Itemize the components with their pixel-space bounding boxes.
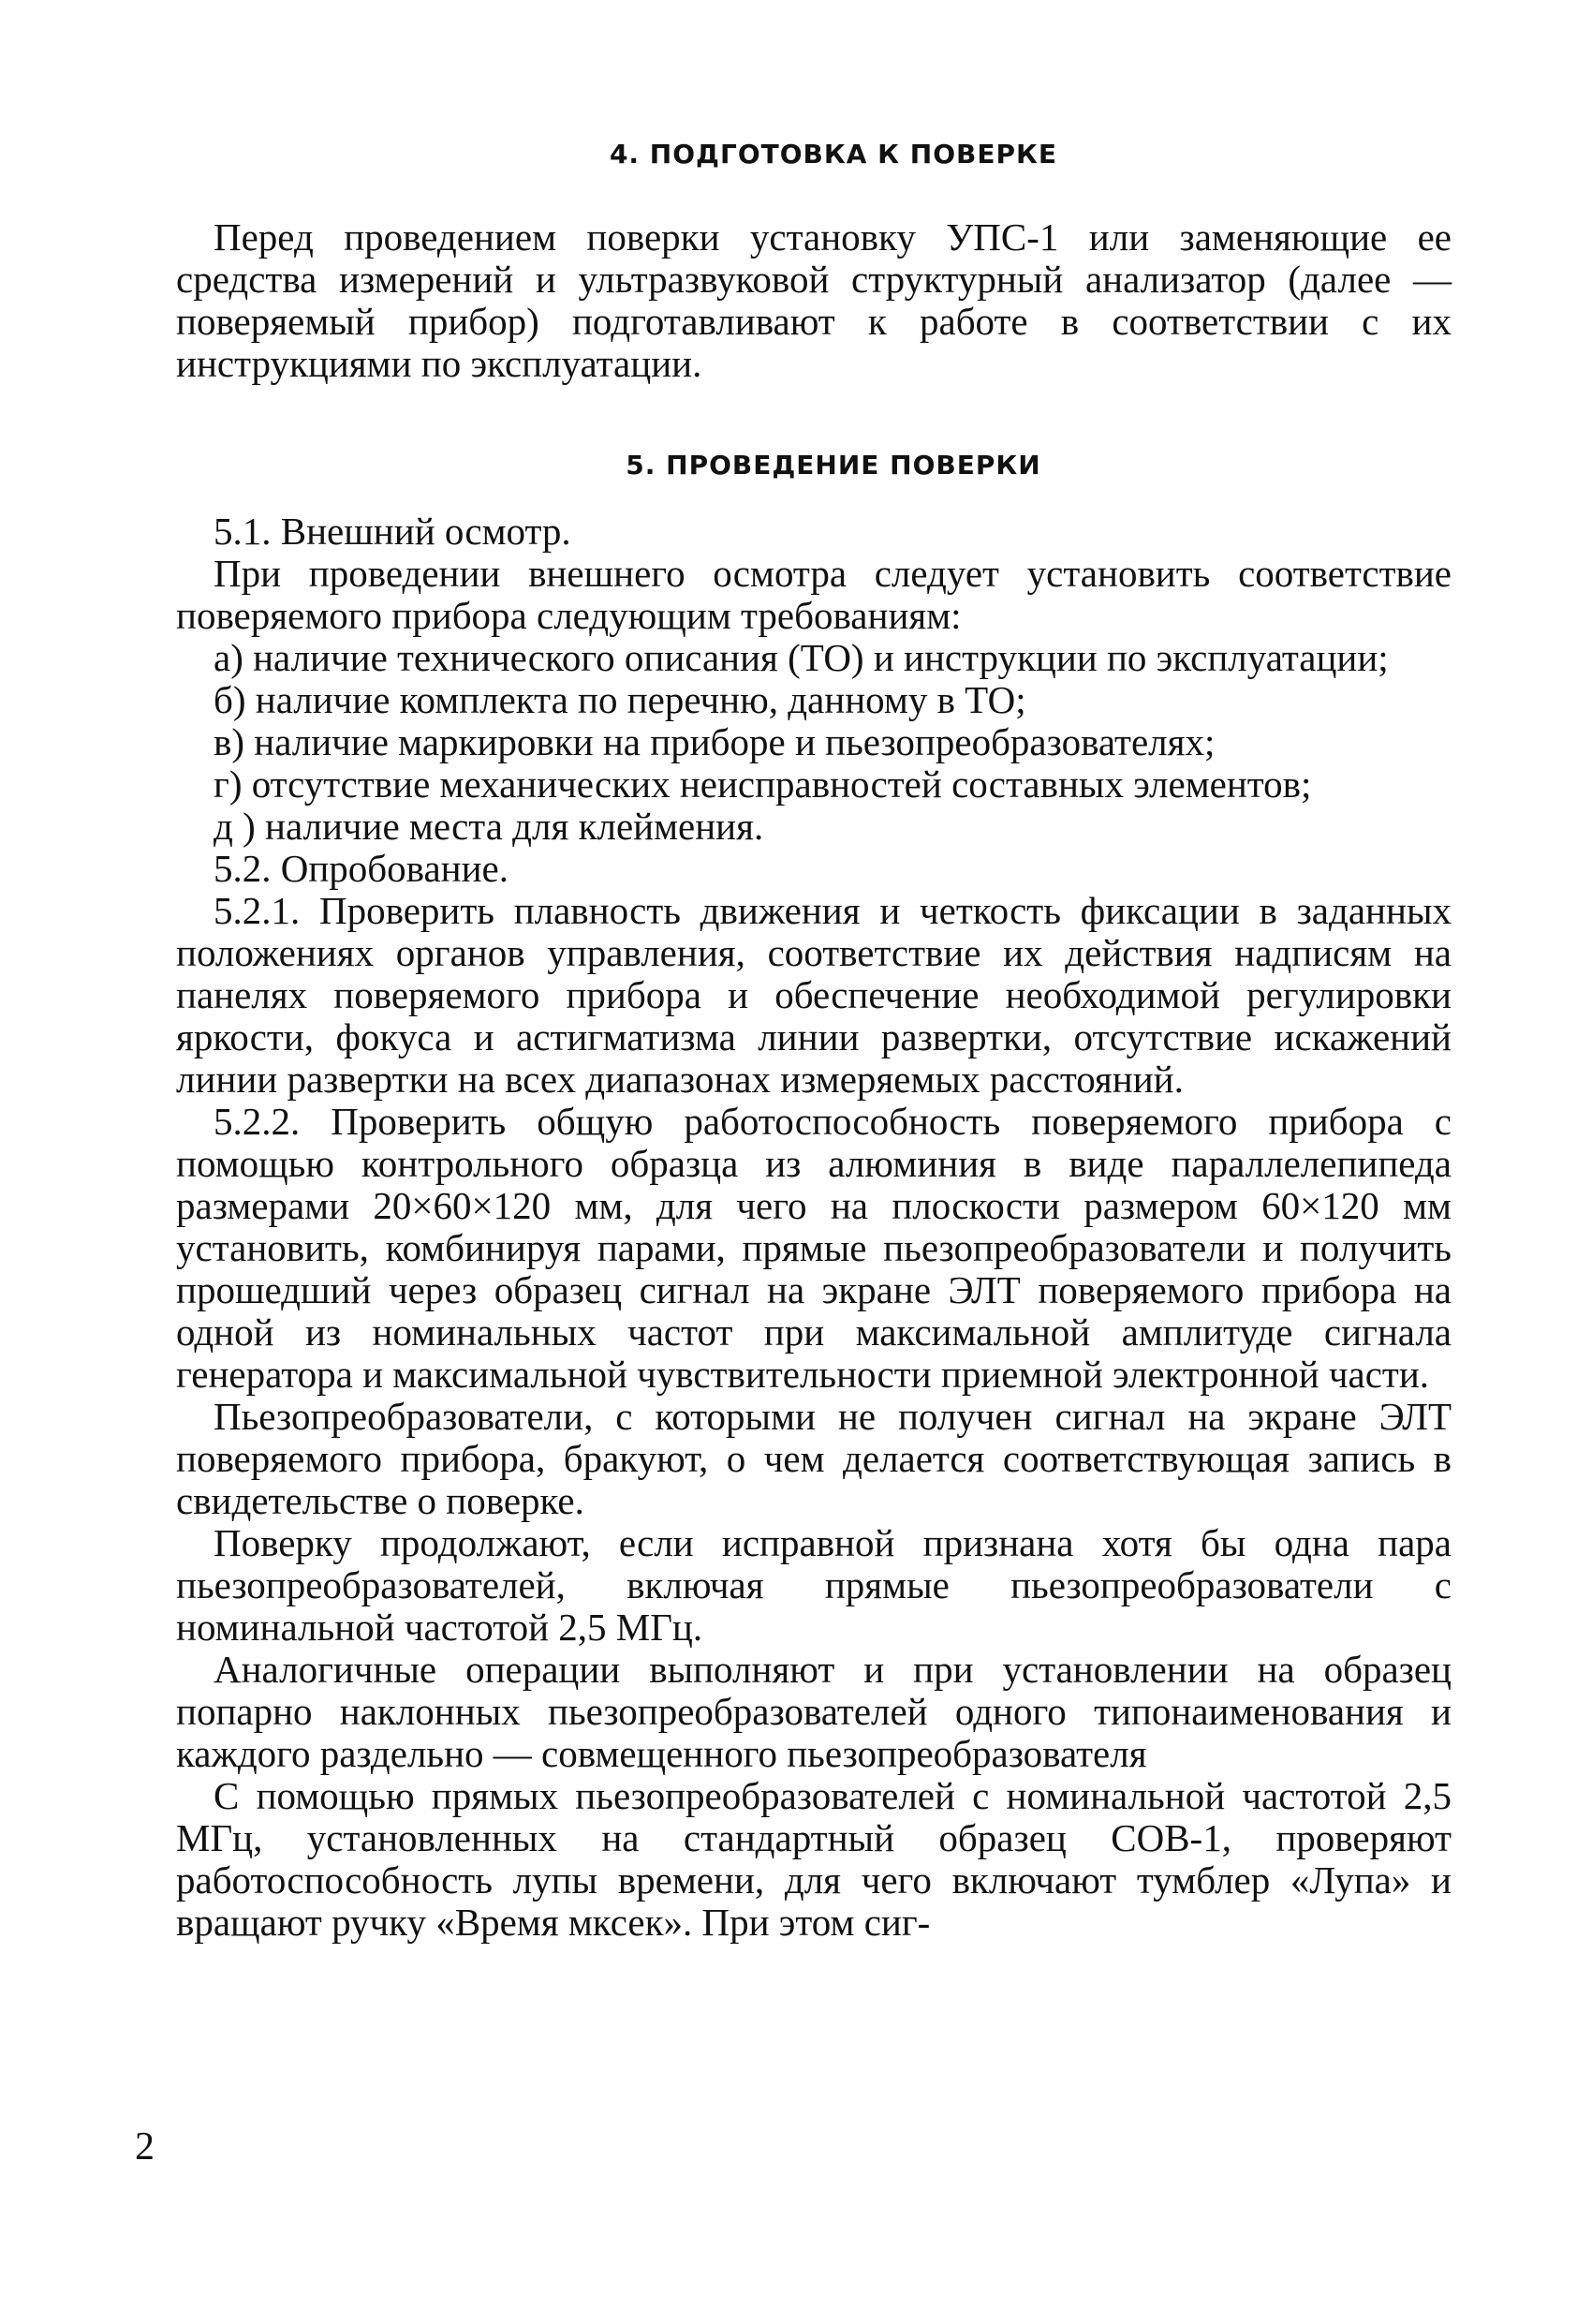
section-5-body (176, 511, 1452, 1944)
list-item-d: д ) наличие места для клеймения. (214, 805, 764, 848)
paragraph: Аналогичные операции выполняют и при установлении на образец попарно наклонных пьезопреобразователей одного типонаименования и каждого раздельно — совмещенного пьезопреобразователя (176, 1648, 1452, 1775)
paragraph: Пьезопреобразователи, с которыми не получен сигнал на экране ЭЛТ поверяемого прибора, бракуют, о чем делается соответствующая запись в свидетельстве о поверке. (176, 1395, 1452, 1522)
paragraph: 5.2.2. Проверить общую работоспособность поверяемого прибора с помощью контрольного образца из алюминия в виде параллелепипеда размерами 20×60×120 мм, для чего на плоскости размером 60×120 мм установить, комбинируя парами, прямые пьезопреобразователи и получить прошедший через образец сигнал на экране ЭЛТ поверяемого прибора на одной из номинальных частот при максимальной амплитуде сигнала генератора и максимальной чувствительности приемной электронной части. (176, 1100, 1452, 1396)
paragraph: С помощью прямых пьезопреобразователей с номинальной частотой 2,5 МГц, установленных на стандартный образец СОВ-1, проверяют работоспособность лупы времени, для чего включают тумблер «Лупа» и вращают ручку «Время мксек». При этом сиг- (176, 1774, 1452, 1944)
list-item-v: в) наличие маркировки на приборе и пьезопреобразователях; (214, 720, 1216, 763)
paragraph: При проведении внешнего осмотра следует установить соответствие поверяемого прибора следующим требованиям: (176, 552, 1452, 637)
paragraph: 5.2.1. Проверить плавность движения и четкость фиксации в заданных положениях органов управления, соответствие их действия надписям на панелях поверяемого прибора и обеспечение необходимой регулировки яркости, фокуса и астигматизма линии развертки, отсутствие искажений линии развертки на всех диапазонах измеряемых расстояний. (176, 889, 1452, 1101)
section-5-heading: 5. ПРОВЕДЕНИЕ ПОВЕРКИ (626, 450, 1041, 481)
paragraph: Поверку продолжают, если исправной признана хотя бы одна пара пьезопреобразователей, включая прямые пьезопреобразователи с номинальной частотой 2,5 МГц. (176, 1521, 1452, 1649)
list-item-g: г) отсутствие механических неисправностей составных элементов; (214, 762, 1312, 806)
section-4-body (176, 216, 1452, 385)
paragraph: 5.2. Опробование. (214, 847, 509, 890)
list-item-b: б) наличие комплекта по перечню, данному в ТО; (214, 678, 1026, 721)
section-4-heading: 4. ПОДГОТОВКА К ПОВЕРКЕ (609, 139, 1058, 170)
page-number: 2 (135, 2125, 155, 2169)
list-item-a: а) наличие технического описания (ТО) и инструкции по эксплуатации; (214, 636, 1389, 679)
paragraph: 5.1. Внешний осмотр. (214, 510, 571, 553)
paragraph: Перед проведением поверки установку УПС-1 или заменяющие ее средства измерений и ультразвуковой структурный анализатор (далее — поверяемый прибор) подготавливают к работе в соответствии с их инструкциями по эксплуатации. (176, 215, 1452, 385)
